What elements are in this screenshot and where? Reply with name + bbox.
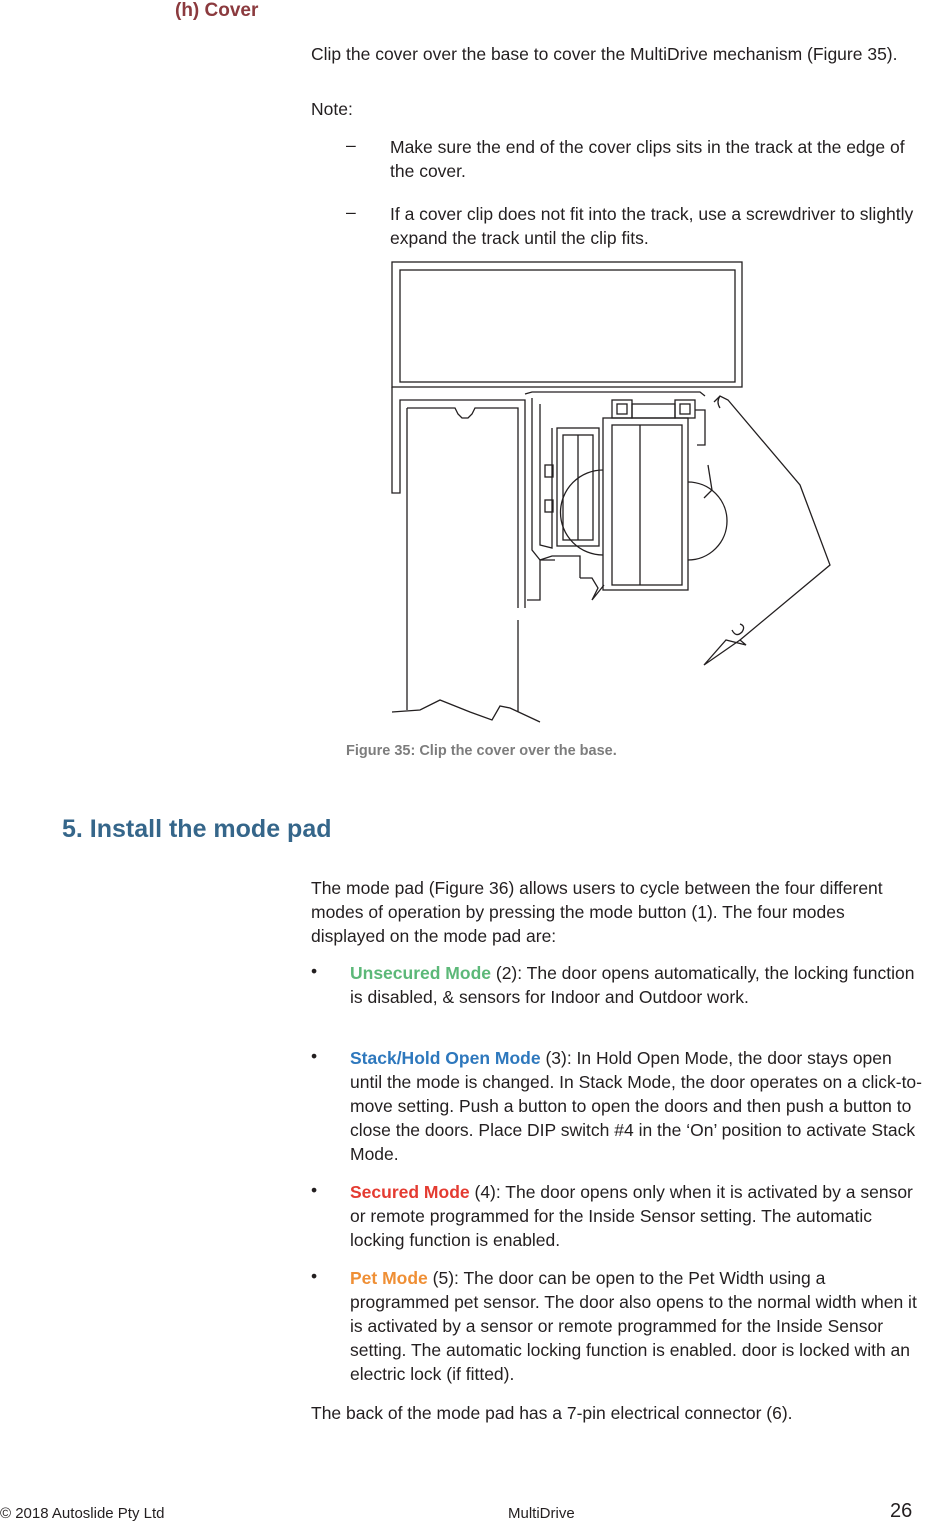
footer-product: MultiDrive (508, 1505, 575, 1522)
mode-name: Stack/Hold Open Mode (350, 1048, 541, 1068)
section-title: 5. Install the mode pad (62, 815, 332, 843)
mode-name: Pet Mode (350, 1268, 428, 1288)
section-intro: The mode pad (Figure 36) allows users to cycle between the four different modes of operation by pressing the mode button (1). The four modes displayed on the mode pad are: (311, 878, 883, 946)
note-item: If a cover clip does not fit into the track, use a screwdriver to slightly expand the track until the clip fits. (390, 204, 914, 248)
bullet-marker: • (311, 1046, 318, 1066)
mode-item (350, 1046, 924, 1166)
mode-item (350, 1266, 924, 1386)
bullet-marker: • (311, 961, 318, 981)
bullet-marker: • (311, 1180, 318, 1200)
mode-description: (2): The door opens automatically, the locking function is disabled, & sensors for Indoor and Outdoor work. (350, 963, 915, 1007)
figure-caption: Figure 35: Clip the cover over the base. (346, 743, 617, 759)
closing-text: The back of the mode pad has a 7-pin electrical connector (6). (311, 1403, 793, 1423)
mode-description: (5): The door can be open to the Pet Width using a programmed pet sensor. The door also opens to the normal width when it is activated by a sensor or remote programmed for the Inside Sensor setting. The automatic locking function is enabled. door is locked with an electric lock (if fitted). (350, 1268, 917, 1384)
mode-description: (3): In Hold Open Mode, the door stays open until the mode is changed. In Stack Mode, the door operates on a click-to-move setting. Push a button to open the doors and then push a button to close the doors. Place DIP switch #4 in the ‘On’ position to activate Stack Mode. (350, 1048, 922, 1164)
footer-copyright: © 2018 Autoslide Pty Ltd (0, 1505, 165, 1522)
bullet-marker: • (311, 1266, 318, 1286)
page-number: 26 (890, 1500, 913, 1522)
dash-marker: – (346, 135, 356, 155)
cover-instruction: Clip the cover over the base to cover the MultiDrive mechanism (Figure 35). (311, 44, 898, 64)
mode-description: (4): The door opens only when it is activated by a sensor or remote programmed for the Inside Sensor setting. The automatic locking function is enabled. (350, 1182, 913, 1250)
mode-name: Unsecured Mode (350, 963, 491, 983)
dash-marker: – (346, 202, 356, 222)
mode-item (350, 961, 924, 1009)
note-label: Note: (311, 99, 353, 119)
cover-cross-section-diagram (380, 258, 920, 728)
mode-name: Secured Mode (350, 1182, 470, 1202)
subsection-heading: (h) Cover (175, 0, 259, 21)
mode-item (350, 1180, 924, 1252)
note-item: Make sure the end of the cover clips sits in the track at the edge of the cover. (390, 137, 905, 181)
